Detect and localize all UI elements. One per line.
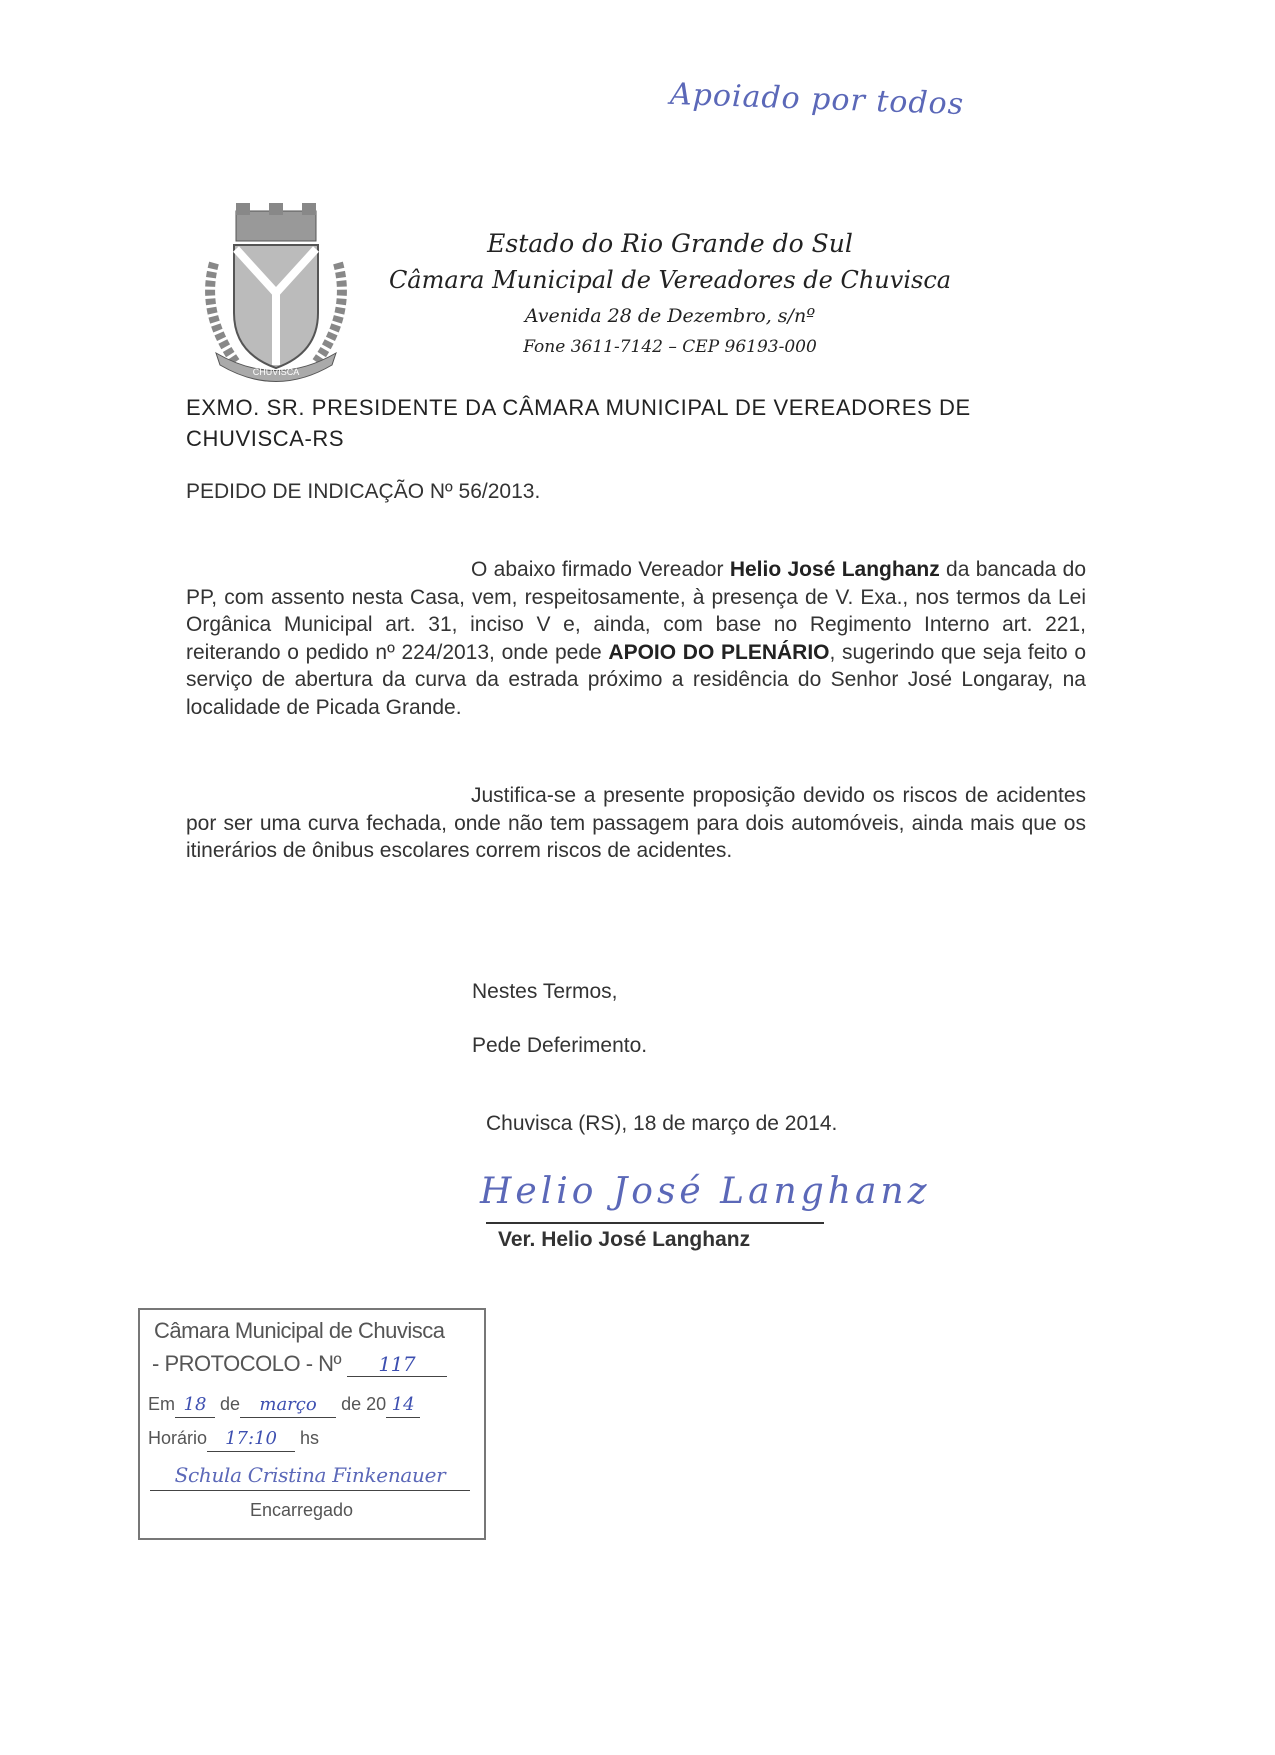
stamp-month: março — [240, 1393, 336, 1418]
crest-ribbon-text: CHUVISCA — [252, 367, 300, 377]
p1-text-a: O abaixo firmado Vereador — [471, 558, 730, 581]
stamp-hs-label: hs — [300, 1428, 320, 1448]
letterhead-contact: Fone 3611-7142 – CEP 96193-000 — [523, 337, 817, 357]
stamp-year-label: de 20 — [341, 1394, 387, 1414]
paragraph-justification — [186, 782, 1086, 865]
councilor-name: Helio José Langhanz — [729, 558, 940, 581]
stamp-day: 18 — [175, 1393, 215, 1418]
letterhead-state: Estado do Rio Grande do Sul — [487, 229, 853, 258]
p1-text-b: da bancada do PP, com assento nesta Casa, vem, respeitosamente, à presença de V. Exa., nos termos da Lei Orgânica Municipal art. 31, inciso V e, ainda, com base no Regimento Interno art. 221, reiterando o pedido nº 224/2013, onde pede — [186, 558, 1087, 664]
request-title: PEDIDO DE INDICAÇÃO Nº 56/2013. — [186, 480, 541, 503]
stamp-de-label: de — [220, 1394, 241, 1414]
stamp-line-2 — [152, 1350, 447, 1378]
handwritten-signature: Helio José Langhanz — [480, 1171, 931, 1212]
stamp-time-label: Horário — [148, 1428, 208, 1448]
stamp-role: Encarregado — [250, 1500, 354, 1520]
plenary-support: APOIO DO PLENÁRIO — [608, 640, 830, 664]
letterhead-chamber: Câmara Municipal de Vereadores de Chuvisca — [388, 266, 952, 294]
stamp-time-row — [148, 1424, 319, 1452]
stamp-signature: Schula Cristina Finkenauer — [150, 1460, 470, 1491]
p2-text: Justifica-se a presente proposição devido os riscos de acidentes por ser uma curva fechada, onde não tem passagem para dois automóveis, ainda mais que os itinerários de ônibus escolares correm riscos de acidentes. — [186, 784, 1086, 862]
signature-line — [486, 1222, 824, 1224]
stamp-year: 14 — [386, 1393, 420, 1418]
stamp-protocol-number: 117 — [347, 1352, 447, 1377]
addressee: EXMO. SR. PRESIDENTE DA CÂMARA MUNICIPAL DE VEREADORES DE CHUVISCA-RS — [186, 395, 971, 451]
p1-text-c: , sugerindo que seja feito o serviço de abertura da curva da estrada próximo a residência do Senhor José Longaray, na localidade de Picada Grande. — [186, 640, 1086, 719]
paragraph-request — [186, 556, 1086, 721]
coat-of-arms-logo — [196, 203, 356, 393]
handwritten-note: Apoiado por todos — [669, 76, 965, 123]
protocol-stamp — [138, 1308, 486, 1540]
stamp-date-row — [148, 1390, 420, 1418]
closing-line-2: Pede Deferimento. — [472, 1034, 648, 1057]
closing-line-1: Nestes Termos, — [472, 980, 618, 1003]
signer-name: Ver. Helio José Langhanz — [498, 1228, 751, 1251]
stamp-protocol-label: - PROTOCOLO - Nº — [152, 1351, 342, 1376]
document-date: Chuvisca (RS), 18 de março de 2014. — [486, 1112, 838, 1135]
stamp-time: 17:10 — [207, 1427, 295, 1452]
stamp-em-label: Em — [148, 1394, 175, 1414]
letterhead-address: Avenida 28 de Dezembro, s/nº — [524, 305, 816, 327]
stamp-line-1: Câmara Municipal de Chuvisca — [154, 1318, 445, 1343]
